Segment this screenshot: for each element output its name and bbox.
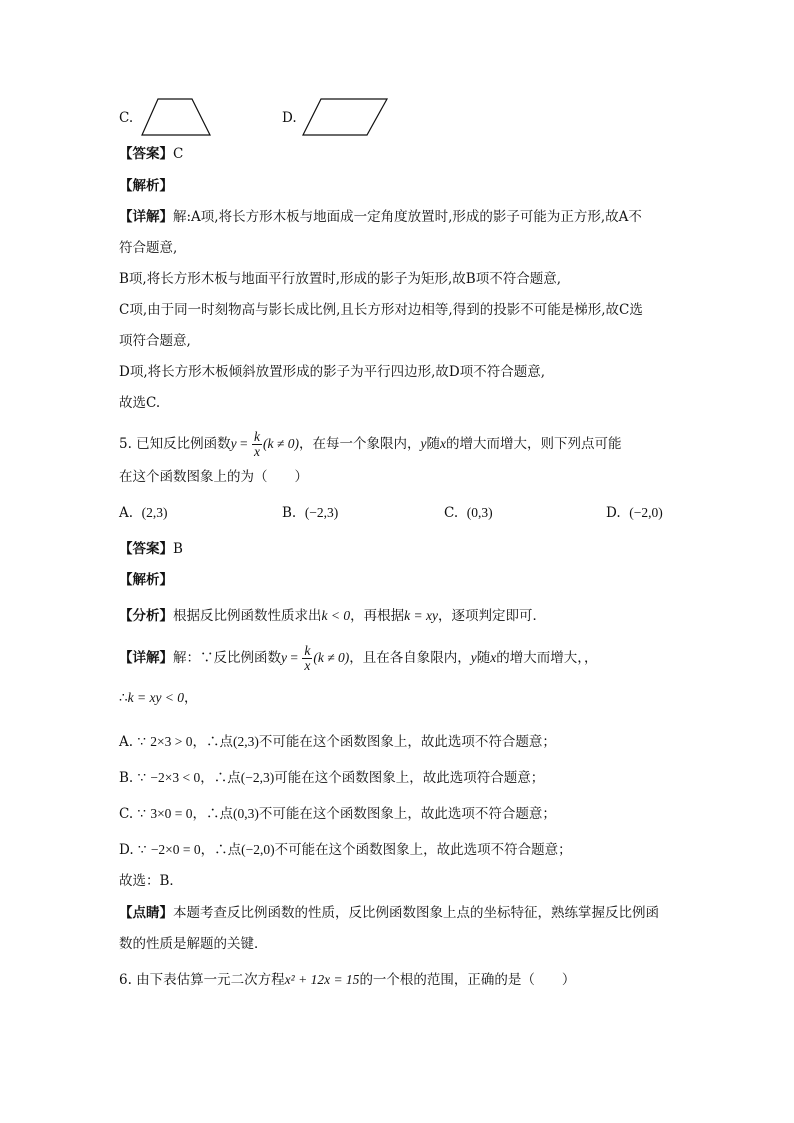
option-d-label: D. [282,110,297,126]
q5-answer: 【答案】B [119,541,183,557]
q4-detail-line-2: 符合题意, [119,240,178,256]
q5-option-c: C. (0,3) [444,505,493,521]
q5-line-d: D. ∵ −2×0 = 0，∴点(−2,0)不可能在这个函数图象上，故此选项不符合题意； [119,842,572,858]
q6-stem: 6. 由下表估算一元二次方程x² + 12x = 15的一个根的范围，正确的是（ ） [119,972,576,988]
q5-line-b: B. ∵ −2×3 < 0，∴点(−2,3)可能在这个函数图象上，故此选项符合题意； [119,770,545,786]
parallelogram-shape [301,97,389,137]
q4-choose: 故选C. [119,395,161,411]
q4-answer: 【答案】C [119,146,184,162]
trapezoid-shape [140,97,212,137]
q5-option-d: D. (−2,0) [606,505,663,521]
option-c-label: C. [119,110,134,126]
q5-line-a: A. ∵ 2×3 > 0，∴点(2,3)不可能在这个函数图象上，故此选项不符合题意； [119,734,556,750]
fraction-k-over-x: $\frac{k}{x}$ [254,429,261,459]
q5-detail-line: 【详解】解：∵反比例函数y = $\frac{k}{x}$ (k ≠ 0)，且在各自象限内，y随x的增大而增大，， [119,643,598,673]
q5-stem-line-1: 5. 已知反比例函数y = $\frac{k}{x}$ (k ≠ 0)，在每一个象限内，y随x的增大而增大，则下列点可能 [119,429,622,459]
fraction-k-over-x-2: $\frac{k}{x}$ [304,643,311,673]
q5-fenxi: 【分析】根据反比例函数性质求出k < 0，再根据k = xy，逐项判定即可． [119,608,546,624]
q5-option-b: B. (−2,3) [282,505,339,521]
q4-c-line-1: C项,由于同一时刻物高与影长成比例,且长方形对边相等,得到的投影不可能是梯形,故C选 [119,302,643,318]
q5-line-c: C. ∵ 3×0 = 0，∴点(0,3)不可能在这个函数图象上，故此选项不符合题意； [119,806,556,822]
q5-stem-line-2: 在这个函数图象上的为（ ） [119,469,308,485]
q4-d-line: D项,将长方形木板倾斜放置形成的影子为平行四边形,故D项不符合题意, [119,364,546,380]
q4-detail-line-1: 【详解】解:A项,将长方形木板与地面成一定角度放置时,形成的影子可能为正方形,故A不 [119,209,642,225]
q5-therefore: ∴k = xy < 0， [119,690,198,706]
q5-analysis-tag: 【解析】 [119,572,173,588]
q4-analysis-tag: 【解析】 [119,178,173,194]
q5-choose: 故选：B． [119,873,183,889]
q5-option-a: A. (2,3) [119,505,168,521]
q5-dianjing-line-2: 数的性质是解题的关键． [119,936,268,952]
q5-dianjing-line-1: 【点睛】本题考查反比例函数的性质，反比例函数图象上点的坐标特征，熟练掌握反比例函 [119,905,659,921]
q4-b-line: B项,将长方形木板与地面平行放置时,形成的影子为矩形,故B项不符合题意, [119,271,562,287]
q4-c-line-2: 项符合题意, [119,333,191,349]
